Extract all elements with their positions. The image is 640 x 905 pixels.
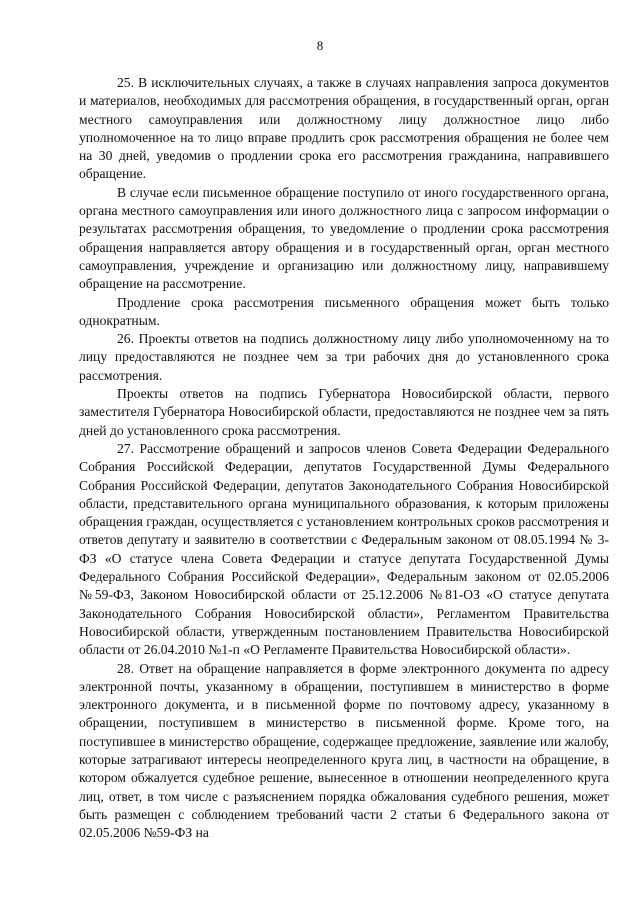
paragraph-26-governor-drafts: Проекты ответов на подпись Губернатора Новосибирской области, первого заместителя Губернатора Новосибирской области, предоставляются не позднее чем за пять дней до установленного срока рассмотрения. [79,386,609,438]
paragraph-25-notification: В случае если письменное обращение поступило от иного государственного органа, органа местного самоуправления или иного должностного лица с запросом информации о результатах рассмотрения обращения, то уведомление о продлении срока рассмотрения обращения направляется автору обращения и в государственный орган, орган местного самоуправления, учреждение и организацию или должностному лицу, направившему обращение на рассмотрение. [79,184,609,292]
paragraph-26: 26. Проекты ответов на подпись должностному лицу либо уполномоченному на то лицу предоставляются не позднее чем за три рабочих дня до установленного срока рассмотрения. [79,331,609,383]
document-body [79,74,609,842]
paragraph-28: 28. Ответ на обращение направляется в форме электронного документа по адресу электронной почты, указанному в обращении, поступившем в министерство в форме электронного документа, и в письменной форме по почтовому адресу, указанному в обращении, поступившем в министерство в письменной форме. Кроме того, на поступившее в министерство обращение, содержащее предложение, заявление или жалобу, которые затрагивают интересы неопределенного круга лиц, в частности на обращение, в котором обжалуется судебное решение, вынесенное в отношении неопределенного круга лиц, ответ, в том числе с разъяснением порядка обжалования судебного решения, может быть размещен с соблюдением требований части 2 статьи 6 Федерального закона от 02.05.2006 №59-ФЗ на [79,660,609,841]
paragraph-25: 25. В исключительных случаях, а также в случаях направления запроса документов и материалов, необходимых для рассмотрения обращения, в государственный орган, орган местного самоуправления или должностному лицу должностное лицо либо уполномоченное на то лицо вправе продлить срок рассмотрения обращения не более чем на 30 дней, уведомив о продлении срока его рассмотрения гражданина, направившего обращение. [79,75,609,182]
paragraph-27: 27. Рассмотрение обращений и запросов членов Совета Федерации Федерального Собрания Российской Федерации, депутатов Государственной Думы Федерального Собрания Российской Федерации, депутатов Законодательного Собрания Новосибирской области, представительного органа муниципального образования, к которым приложены обращения граждан, осуществляется с установлением контрольных сроков рассмотрения и ответов депутату и заявителю в соответствии с Федеральным законом от 08.05.1994 № 3-ФЗ «О статусе члена Совета Федерации и статусе депутата Государственной Думы Федерального Собрания Российской Федерации», Федеральным законом от 02.05.2006 №59-ФЗ, Законом Новосибирской области от 25.12.2006 №81-ОЗ «О статусе депутата Законодательного Собрания Новосибирской области», Регламентом Правительства Новосибирской области, утвержденным постановлением Правительства Новосибирской области от 26.04.2010 №1-п «О Регламенте Правительства Новосибирской области». [79,440,609,658]
paragraph-25-extension-once: Продление срока рассмотрения письменного обращения может быть только однократным. [79,294,609,328]
page-number: 8 [316,38,324,53]
